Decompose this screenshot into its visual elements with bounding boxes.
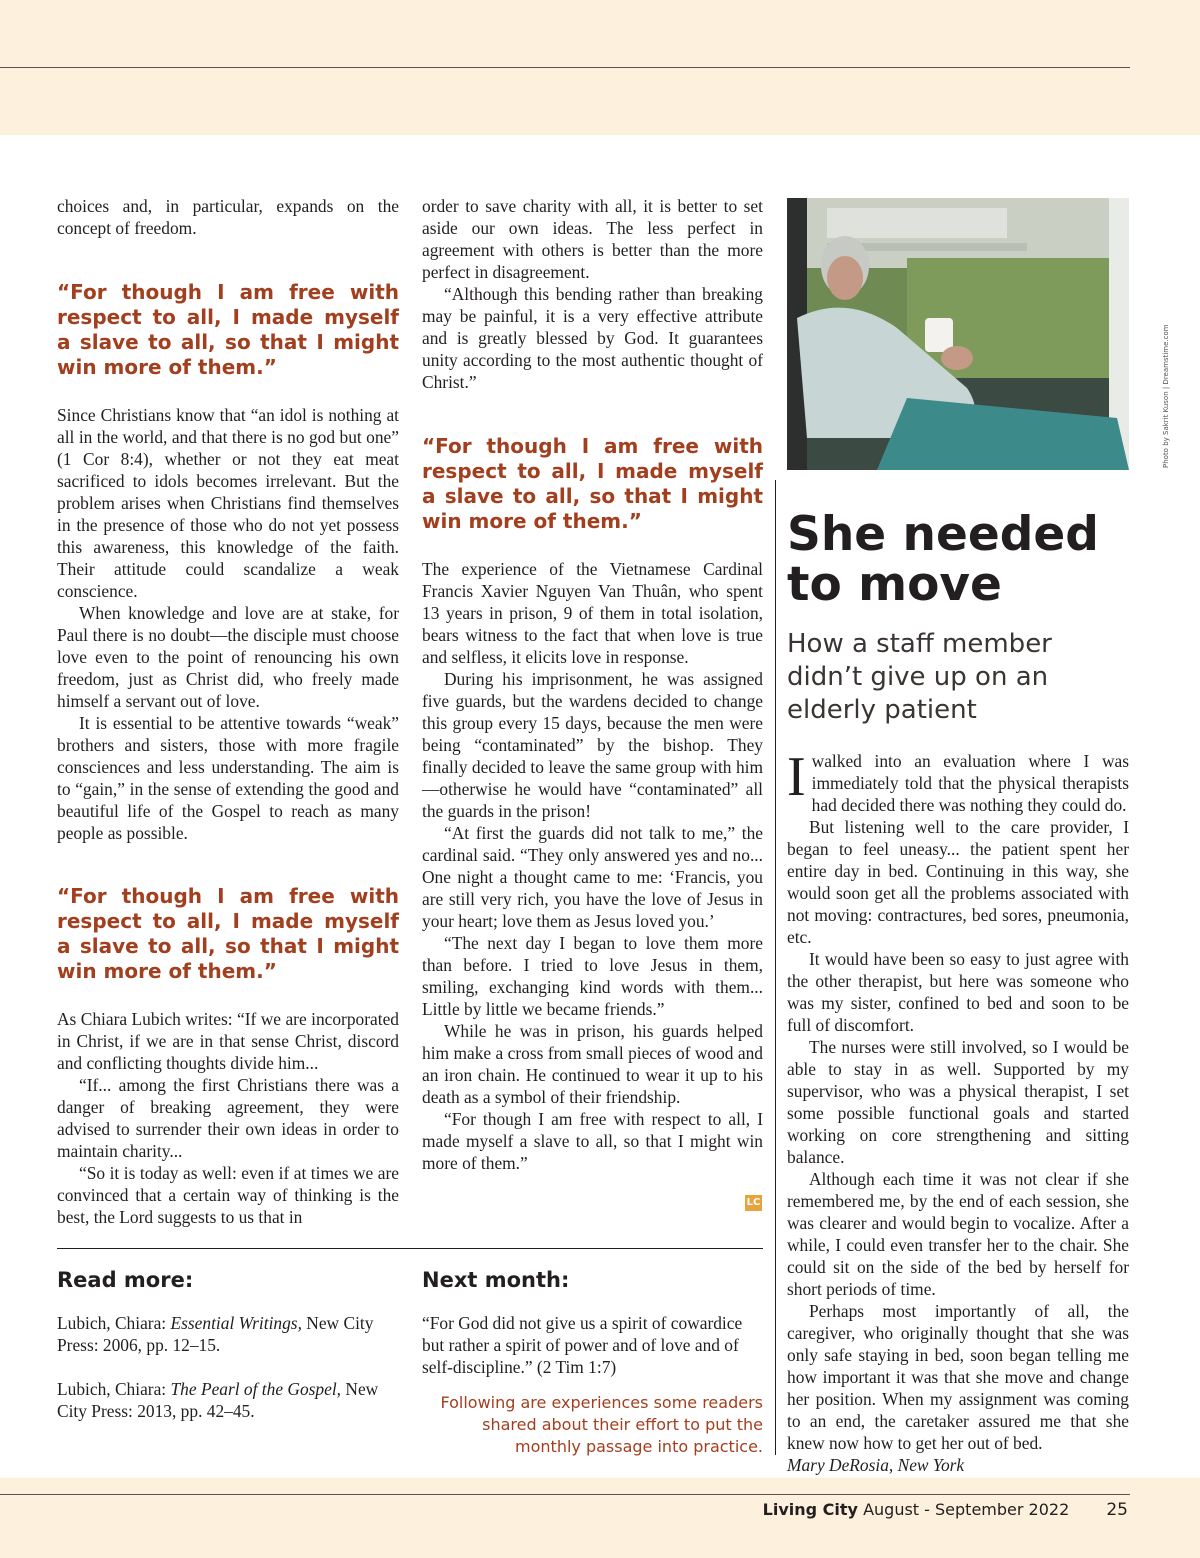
section-rule (57, 1248, 763, 1249)
col2-paragraph: “Although this bending rather than breaking may be painful, it is a very effective attribute and is greatly blessed by God. It guarantees unity according to the most authentic thought of Christ.” (422, 284, 763, 392)
page-number: 25 (1106, 1500, 1128, 1520)
issue-date: August - September 2022 (863, 1500, 1070, 1519)
col1-paragraph: choices and, in particular, expands on the concept of freedom. (57, 196, 399, 238)
col1-paragraph: It is essential to be attentive towards “weak” brothers and sisters, those with more fragile consciences and less understanding. The aim is to “gain,” in the sense of extending the good and beautiful life of the Gospel to reach as many people as possible. (57, 713, 399, 843)
story-paragraph: Although each time it was not clear if she remembered me, by the end of each session, she was clearer and would begin to vocalize. After a while, I could even transfer her to the chair. She could sit on the side of the bed by herself for short periods of time. (787, 1169, 1129, 1299)
story-headline: She needed to move (787, 507, 1099, 612)
top-band (0, 0, 1200, 135)
bottom-rule (0, 1494, 1130, 1495)
col1-paragraph: When knowledge and love are at stake, for Paul there is no doubt—the disciple must choose love even to the point of renouncing his own freedom, just as Christ did, who freely made himself a servant out of love. (57, 603, 399, 711)
story-paragraph: It would have been so easy to just agree with the other therapist, but here was someone who was my sister, confined to bed and soon to be full of discomfort. (787, 949, 1129, 1035)
reference-item (57, 1312, 387, 1356)
story-paragraph: The nurses were still involved, so I would be able to stay in as well. Supported by my supervisor, who was a physical therapist, I set some possible functional goals and started working on core strengthening and sitting balance. (787, 1037, 1129, 1167)
reference-author: Lubich, Chiara: (57, 1313, 167, 1333)
pull-quote: “For though I am free with respect to all, I made myself a slave to all, so that I might win more of them.” (422, 434, 763, 533)
col2-paragraph: While he was in prison, his guards helped him make a cross from small pieces of wood and an iron chain. He continued to wear it up to his death as a symbol of their friendship. (422, 1021, 763, 1107)
col2-paragraph: The experience of the Vietnamese Cardinal Francis Xavier Nguyen Van Thuân, who spent 13 years in prison, 9 of them in total isolation, bears witness to the fact that when love is true and selfless, it elicits love in response. (422, 559, 763, 667)
reference-item (57, 1378, 387, 1422)
read-more-title: Read more: (57, 1268, 194, 1292)
column-divider (775, 480, 776, 1455)
col2-paragraph: order to save charity with all, it is better to set aside our own ideas. The less perfect in agreement with others is better than the more perfect in disagreement. (422, 196, 763, 282)
read-more-list (57, 1312, 387, 1444)
story-photo (787, 198, 1129, 470)
story-paragraph: But listening well to the care provider, I began to feel uneasy... the patient spent her entire day in bed. Continuing in this way, she would soon get all the problems associated with not moving: contractures, bed sores, pneumonia, etc. (787, 817, 1129, 947)
top-rule (0, 67, 1130, 68)
column-2 (422, 195, 763, 1174)
reference-publisher: New City Press: 2013, pp. 42–45. (57, 1379, 379, 1421)
story-column (787, 746, 1129, 1476)
col1-paragraph: “If... among the first Christians there was a danger of breaking agreement, they were advised to surrender their own ideas in order to maintain charity... (57, 1075, 399, 1161)
photo-credit: Photo by Sakrit Kuson | Dreamstime.com (1162, 324, 1170, 468)
col2-paragraph: “At first the guards did not talk to me,” the cardinal said. “They only answered yes and no... One night a thought came to me: ‘Francis, you are still very rich, you have the love of Jesus in your heart; love them as Jesus loved you.’ (422, 823, 763, 931)
end-mark-logo: LC (745, 1195, 762, 1211)
next-month-quote: “For God did not give us a spirit of cowardice but rather a spirit of power and of love and of self-discipline.” (2 Tim 1:7) (422, 1313, 743, 1377)
story-deck: How a staff member didn’t give up on an elderly patient (787, 629, 1052, 725)
story-paragraph: Perhaps most importantly of all, the caregiver, who originally thought that she was only safe staying in bed, soon began telling me how important it was that she move and change her position. When my assignment was coming to an end, the caretaker assured me that she knew now how to get her out of bed. (787, 1301, 1129, 1453)
col1-paragraph: Since Christians know that “an idol is nothing at all in the world, and that there is no god but one” (1 Cor 8:4), whether or not they eat meat sacrificed to idols becomes irrelevant. But the problem arises when Christians find themselves in the presence of those who do not yet possess this awareness, this knowledge of the faith. Their attitude could scandalize a weak conscience. (57, 405, 399, 601)
col1-paragraph: As Chiara Lubich writes: “If we are incorporated in Christ, if we are in that sense Christ, discord and conflicting thoughts divide him... (57, 1009, 399, 1073)
col2-paragraph: During his imprisonment, he was assigned five guards, but the wardens decided to change this group every 15 days, because the men were being “contaminated” by the bishop. They finally decided to leave the same group with him—otherwise he would have “contaminated” all the guards in the prison! (422, 669, 763, 821)
pull-quote: “For though I am free with respect to all, I made myself a slave to all, so that I might win more of them.” (57, 884, 399, 983)
page-footer (763, 1500, 1128, 1520)
elderly-patient-photo (787, 198, 1129, 470)
reference-publisher: New City Press: 2006, pp. 12–15. (57, 1313, 374, 1355)
drop-cap: I (787, 746, 806, 808)
pull-quote: “For though I am free with respect to all, I made myself a slave to all, so that I might win more of them.” (57, 280, 399, 379)
next-month-title: Next month: (422, 1268, 570, 1292)
col2-paragraph: “For though I am free with respect to all, I made myself a slave to all, so that I might win more of them.” (422, 1109, 763, 1173)
reference-title: Essential Writings, (170, 1313, 302, 1333)
col1-paragraph: “So it is today as well: even if at times we are convinced that a certain way of thinking is the best, the Lord suggests to us that in (57, 1163, 399, 1227)
next-month-note: Following are experiences some readers shared about their effort to put the monthly passage into practice. (440, 1393, 763, 1456)
col2-paragraph: “The next day I began to love them more than before. I tried to love Jesus in them, smiling, exchanging kind words with them... Little by little we became friends.” (422, 933, 763, 1019)
column-1 (57, 195, 399, 1228)
reference-title: The Pearl of the Gospel, (170, 1379, 342, 1399)
byline: Mary DeRosia, New York (787, 1455, 965, 1475)
magazine-name: Living City (762, 1500, 858, 1519)
reference-author: Lubich, Chiara: (57, 1379, 167, 1399)
story-paragraph: walked into an evaluation where I was immediately told that the physical therapists had decided there was nothing they could do. (811, 751, 1129, 815)
